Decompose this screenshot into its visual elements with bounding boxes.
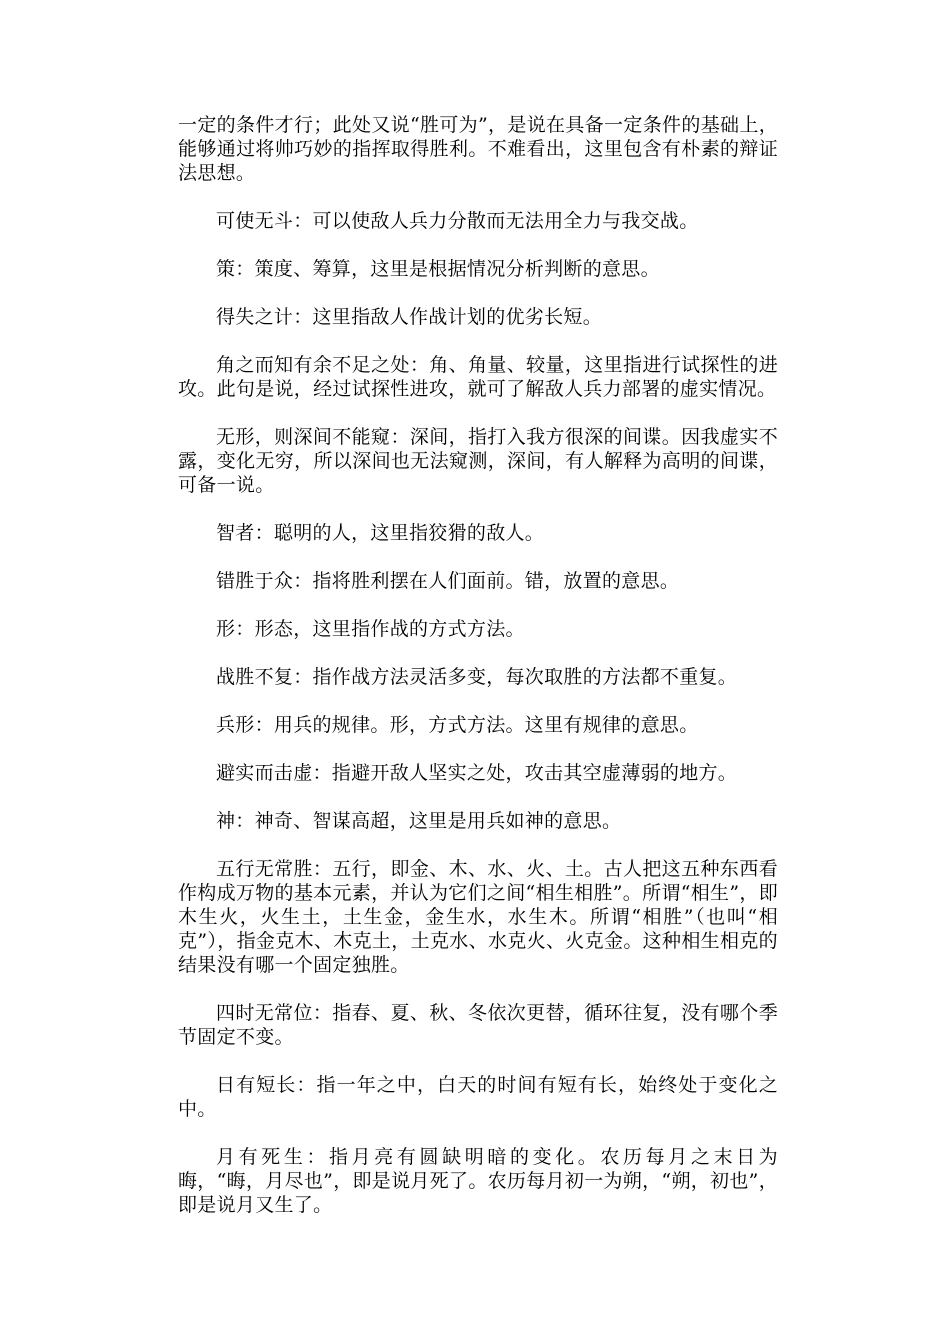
paragraph-10: 战胜不复：指作战方法灵活多变，每次取胜的方法都不重复。 bbox=[216, 666, 738, 688]
paragraph-3: 策：策度、筹算，这里是根据情况分析判断的意思。 bbox=[216, 258, 660, 280]
paragraph-15: 四时无常位：指春、夏、秋、冬依次更替，循环往复，没有哪个季节固定不变。 bbox=[178, 1002, 778, 1048]
paragraph-8: 错胜于众：指将胜利摆在人们面前。错，放置的意思。 bbox=[216, 570, 680, 592]
paragraph-1: 一定的条件才行；此处又说“胜可为”，是说在具备一定条件的基础上，能够通过将帅巧妙的指挥取得胜利。不难看出，这里包含有朴素的辩证法思想。 bbox=[178, 114, 778, 184]
paragraph-4: 得失之计：这里指敌人作战计划的优劣长短。 bbox=[216, 306, 603, 328]
paragraph-14: 五行无常胜：五行，即金、木、水、火、土。古人把这五种东西看作构成万物的基本元素，并认为它们之间“相生相胜”。所谓“相生”，即木生火，火生土，土生金，金生水，水生木。所谓“相胜”（也叫“相克”），指金克木、木克土，土克水、水克火、火克金。这种相生相克的结果没有哪一个固定独胜。 bbox=[178, 858, 778, 976]
paragraph-17: 月有死生：指月亮有圆缺明暗的变化。农历每月之末日为晦，“晦，月尽也”，即是说月死了。农历每月初一为朔，“朔，初也”，即是说月又生了。 bbox=[178, 1146, 778, 1216]
paragraph-5: 角之而知有余不足之处：角、角量、较量，这里指进行试探性的进攻。此句是说，经过试探性进攻，就可了解敌人兵力部署的虚实情况。 bbox=[178, 354, 778, 400]
paragraph-12: 避实而击虚：指避开敌人坚实之处，攻击其空虚薄弱的地方。 bbox=[216, 762, 738, 784]
document-body bbox=[178, 113, 778, 1241]
paragraph-2: 可使无斗：可以使敌人兵力分散而无法用全力与我交战。 bbox=[216, 210, 699, 232]
paragraph-7: 智者：聪明的人，这里指狡猾的敌人。 bbox=[216, 522, 545, 544]
paragraph-6: 无形，则深间不能窥：深间，指打入我方很深的间谍。因我虚实不露，变化无穷，所以深间也无法窥测，深间，有人解释为高明的间谍，可备一说。 bbox=[178, 426, 778, 496]
paragraph-13: 神：神奇、智谋高超，这里是用兵如神的意思。 bbox=[216, 810, 622, 832]
paragraph-11: 兵形：用兵的规律。形，方式方法。这里有规律的意思。 bbox=[216, 714, 699, 736]
paragraph-9: 形：形态，这里指作战的方式方法。 bbox=[216, 618, 525, 640]
paragraph-16: 日有短长：指一年之中，白天的时间有短有长，始终处于变化之中。 bbox=[178, 1074, 778, 1120]
